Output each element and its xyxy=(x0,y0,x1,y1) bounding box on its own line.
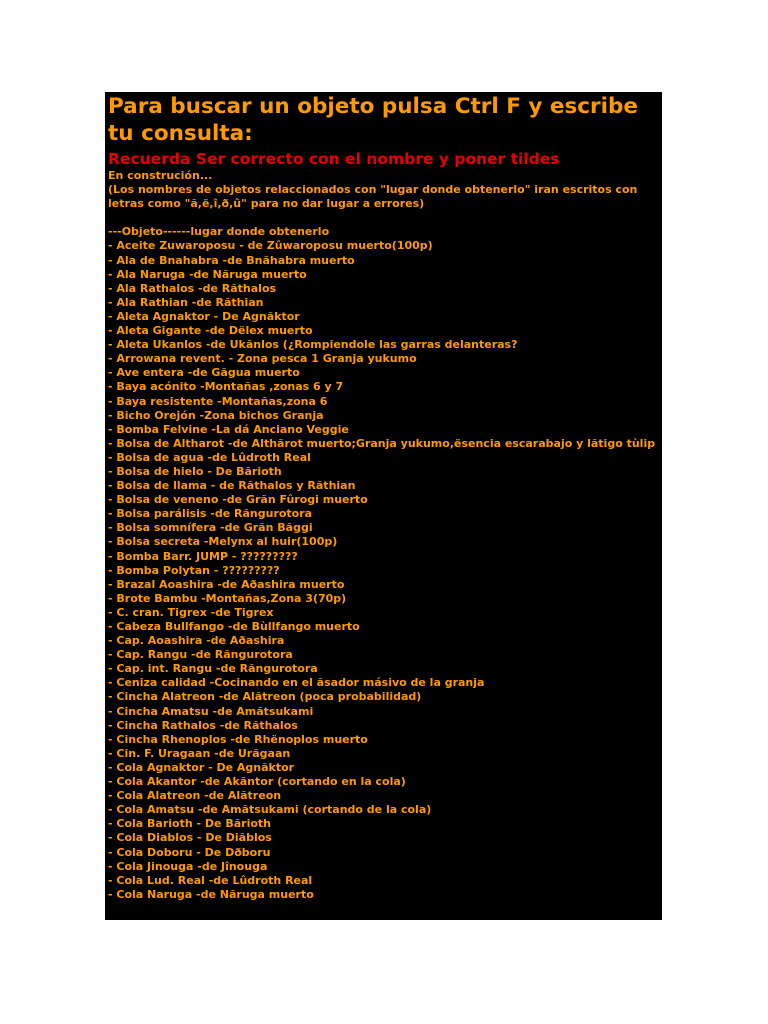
list-item: - Ave entera -de Gãgua muerto xyxy=(108,366,300,380)
list-item: - Aleta Agnaktor - De Agnãktor xyxy=(108,309,300,323)
list-item: - Aceite Zuwaroposu - de Zûwaroposu muerto(100p) xyxy=(108,239,433,253)
list-item: - Cola Akantor -de Akãntor (cortando en la cola) xyxy=(108,775,406,789)
list-item: - Ala de Bnahabra -de Bnãhabra muerto xyxy=(108,253,355,267)
page-title: Para buscar un objeto pulsa Ctrl F y escribe tu consulta: xyxy=(108,94,638,146)
list-item: - Cap. Rangu -de Rãngurotora xyxy=(108,648,293,662)
list-item: - Bolsa de Altharot -de Althãrot muerto;Granja yukumo,ësencia escarabajo y lãtigo tùlip xyxy=(108,436,656,450)
list-item: - Cola Naruga -de Nãruga muerto xyxy=(108,887,314,901)
construction-note: En construción... xyxy=(108,169,213,182)
list-item: - C. cran. Tigrex -de Tigrex xyxy=(108,605,274,619)
document-page xyxy=(105,92,662,920)
list-item: - Cin. F. Uragaan -de Urãgaan xyxy=(108,746,291,760)
list-item: - Cola Amatsu -de Amãtsukami (cortando de la cola) xyxy=(108,803,432,817)
list-item: - Bolsa secreta -Melynx al huir(100p) xyxy=(108,535,338,549)
list-item: - Bolsa somnífera -de Grãn Bãggi xyxy=(108,521,313,535)
list-item: - Cap. int. Rangu -de Rãngurotora xyxy=(108,662,318,676)
list-item: - Bicho Orejón -Zona bichos Granja xyxy=(108,408,324,422)
list-item: - Cola Lud. Real -de Lûdroth Real xyxy=(108,873,313,887)
list-item: - Ceniza calidad -Cocinando en el ãsador másivo de la granja xyxy=(108,676,485,690)
list-item: - Cabeza Bullfango -de Bùllfango muerto xyxy=(108,620,360,633)
page-subtitle: Recuerda Ser correcto con el nombre y poner tildes xyxy=(108,150,560,168)
list-item: - Cola Barioth - De Bãrioth xyxy=(108,817,271,831)
list-item: - Cola Alatreon -de Alãtreon xyxy=(108,789,282,803)
list-item: - Arrowana revent. - Zona pesca 1 Granja yukumo xyxy=(108,352,417,366)
list-item: - Ala Rathian -de Rãthian xyxy=(108,295,264,309)
list-item: - Cap. Aoashira -de Aðashira xyxy=(108,634,285,648)
list-item: - Aleta Gigante -de Dëlex muerto xyxy=(108,324,313,338)
naming-note: (Los nombres de objetos relaccionados con "lugar donde obtenerlo" iran escritos con letras como "ã,ë,î,ð,û" para no dar lugar a errores) xyxy=(108,183,638,211)
item-list xyxy=(107,239,660,901)
list-item: - Cola Diablos - De Diãblos xyxy=(108,831,272,845)
list-item: - Baya acónito -Montañas ,zonas 6 y 7 xyxy=(108,380,344,394)
list-item: - Cola Doboru - De Dðboru xyxy=(108,845,271,859)
list-item: - Ala Naruga -de Nãruga muerto xyxy=(108,267,307,281)
list-item: - Bolsa de llama - de Rãthalos y Rãthian xyxy=(108,479,356,493)
list-item: - Cola Agnaktor - De Agnãktor xyxy=(108,760,295,774)
list-item: - Ala Rathalos -de Rãthalos xyxy=(108,281,277,295)
list-item: - Cincha Amatsu -de Amãtsukami xyxy=(108,704,314,718)
list-item: - Cola Jinouga -de Jînouga xyxy=(108,859,268,873)
list-item: - Cincha Alatreon -de Alãtreon (poca probabilidad) xyxy=(108,690,422,704)
list-item: - Brazal Aoashira -de Aðashira muerto xyxy=(108,577,345,591)
list-item: - Bomba Barr. JUMP - ????????? xyxy=(108,549,298,563)
list-item: - Bolsa parálisis -de Rãngurotora xyxy=(108,507,313,521)
list-item: - Cincha Rhenoplos -de Rhënoplos muerto xyxy=(108,732,368,746)
list-item: - Bolsa de agua -de Lûdroth Real xyxy=(108,450,311,464)
list-item: - Aleta Ukanlos -de Ukãnlos (¿Rompiendole las garras delanteras? xyxy=(108,338,518,352)
list-item: - Brote Bambu -Montañas,Zona 3(70p) xyxy=(108,591,347,605)
list-item: - Cincha Rathalos -de Rãthalos xyxy=(108,718,298,732)
list-item: - Bolsa de hielo - De Bãrioth xyxy=(108,464,282,478)
list-item: - Baya resistente -Montañas,zona 6 xyxy=(108,394,328,408)
list-header: ---Objeto------lugar donde obtenerlo xyxy=(108,225,330,239)
list-item: - Bomba Felvine -La dá Anciano Veggie xyxy=(108,422,349,436)
spacer xyxy=(107,211,660,225)
list-item: - Bomba Polytan - ????????? xyxy=(108,563,280,577)
list-item: - Bolsa de veneno -de Grãn Fûrogi muerto xyxy=(108,493,368,507)
